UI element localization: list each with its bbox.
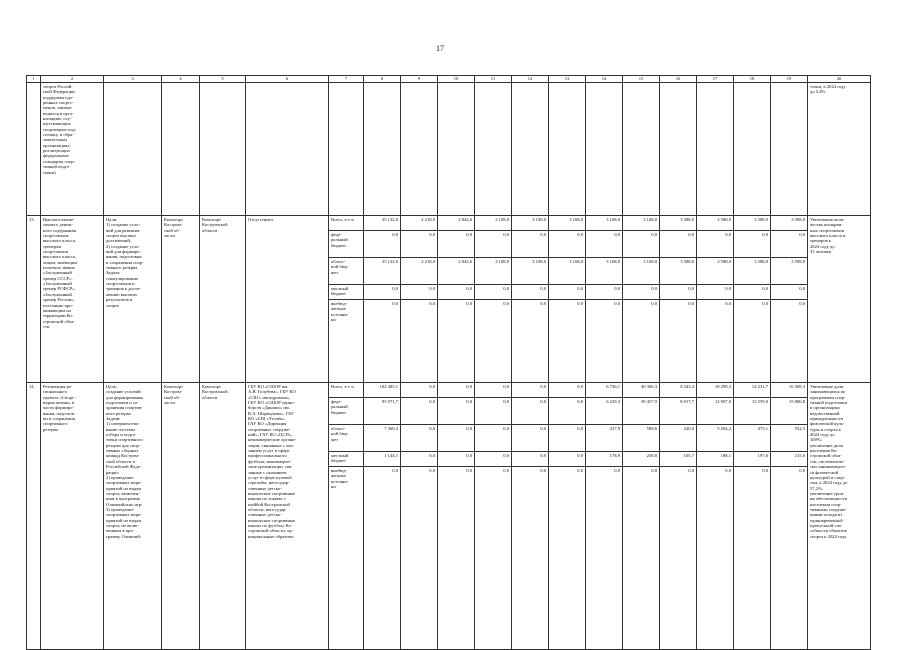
program-activities-table xyxy=(26,75,871,650)
funding-value: 0,0 xyxy=(771,231,808,258)
funding-value: 0,0 xyxy=(586,285,623,300)
funding-value: 0,0 xyxy=(364,285,401,300)
funding-value: 35 132,6 xyxy=(364,216,401,231)
funding-value: 0,0 xyxy=(771,300,808,383)
funding-value: 0,0 xyxy=(401,383,438,398)
funding-value: 6 736,1 xyxy=(586,383,623,398)
funding-value: 0,0 xyxy=(734,467,771,650)
column-number: 16 xyxy=(660,76,697,83)
column-number: 7 xyxy=(329,76,364,83)
participants: ГБУ КО «СШОР им. А.В. Голубева», ГБУ КО «СШ с ипподромом», ГБУ КО «СШОР едино- борств «Динамо» им. В.А. Шаршукова», ГБУ КО «СШ «Уголёк», ГАУ КО «Дирекция спортивных сооруже- ний», ГАУ КО «ЦСП», некоммерческие органи- зации, связанные с ока- занием услуг в сфере профессионального футбола; некоммерче- ские организации, свя- занные с оказанием услуг в сфере пулевой стрельбы; негосудар- ственные детско- юношеские спортивные школы по хоккею с шайбой Костромской области; негосудар- ственные детско- юношеские спортивные школы по футболу Ко- стромской области, му- ниципальные образова- xyxy=(246,383,329,650)
column-number: 2 xyxy=(41,76,104,83)
expected-result: Увеличение доли занимающихся по программам спор- тивной подготовки в организациях ведомственной принадлежности физической куль- туры и спорта к 2024 году до 100%; увеличение доли населения Ко- стромской обла- сти, систематиче- ски занимающего- ся физической культурой и спор- том, к 2024 году до 57,2%; увеличение уров- ня обеспеченности населения спор- тивными сооруже- ниями исходя из единовременной пропускной спо- собности объектов спорта к 2024 году xyxy=(808,383,871,650)
funding-value: 0,0 xyxy=(438,452,475,467)
funding-value: 8 343,4 xyxy=(660,383,697,398)
funding-value: 0,0 xyxy=(734,300,771,383)
row-number: 14. xyxy=(27,383,41,650)
funding-value: 3 168,0 xyxy=(623,216,660,231)
funding-value: 0,0 xyxy=(549,425,586,452)
funding-value: 0,0 xyxy=(586,467,623,650)
funding-value: 0,0 xyxy=(697,231,734,258)
funding-value: 0,0 xyxy=(475,383,512,398)
table-row xyxy=(27,83,871,216)
continued-activity-name: спорта Россий- ской Федерации, поддержка ода- ренных спортс- менов, занима- ющихся в орга- низациях, осу- ществляющих спортивную под- готовку, и обра- зовательных организациях, реализующих федеральные стандарты спор- тивной подго- товки) xyxy=(41,83,104,216)
funding-value: 3 108,0 xyxy=(512,216,549,231)
expected-result: Увеличение коли- чества поощрен- ных спортсменов высокого класса и тренеров к 2024 году до 33 человек xyxy=(808,216,871,383)
funding-value: 0,0 xyxy=(660,285,697,300)
funding-value: 0,0 xyxy=(697,285,734,300)
funding-value: 2 218,0 xyxy=(401,216,438,231)
funding-source-label: феде- ральный бюджет xyxy=(329,231,364,258)
funding-value: 3 588,0 xyxy=(660,258,697,285)
funding-value: 3 588,0 xyxy=(697,258,734,285)
funding-value: 0,0 xyxy=(401,398,438,425)
column-number: 12 xyxy=(512,76,549,83)
empty-cell xyxy=(401,83,438,216)
funding-value: 0,0 xyxy=(401,467,438,650)
funding-value: 0,0 xyxy=(660,231,697,258)
activity-goal: Цель: создание условий для формирования, подготовки и со- хранения спортив- ного резерва Задачи: 1) совершенство- вание системы отбора и подго- товки спортивного резерва для спор- тивных сборных команд Костром- ской области и Российской Феде- рации; 2) проведение спортивных меро- приятий по видам спорта, включен- ным в программу Олимпийских игр; 3) проведение спортивных меро- приятий по видам спорта, не вклю- ченным в про- грамму Олимпий- xyxy=(104,383,162,650)
empty-cell xyxy=(586,83,623,216)
funding-value: 0,0 xyxy=(771,467,808,650)
empty-cell xyxy=(475,83,512,216)
funding-value: 552,5 xyxy=(771,425,808,452)
funding-value: 0,0 xyxy=(475,285,512,300)
table-row xyxy=(27,383,871,398)
funding-value: 0,0 xyxy=(549,452,586,467)
empty-cell xyxy=(660,83,697,216)
funding-value: 327,9 xyxy=(586,425,623,452)
funding-value: 1 144,1 xyxy=(364,452,401,467)
funding-value: 3 168,0 xyxy=(549,258,586,285)
funding-value: 0,0 xyxy=(697,300,734,383)
funding-value: 0,0 xyxy=(401,425,438,452)
column-number: 13 xyxy=(549,76,586,83)
funding-value: 0,0 xyxy=(364,300,401,383)
funding-value: 0,0 xyxy=(623,467,660,650)
funding-value: 3 108,0 xyxy=(475,216,512,231)
funding-source-label: местный бюджет xyxy=(329,285,364,300)
funding-value: 3 588,0 xyxy=(734,216,771,231)
empty-cell xyxy=(549,83,586,216)
table-row xyxy=(27,216,871,231)
funding-value: 0,0 xyxy=(364,231,401,258)
funding-value: 12 907,0 xyxy=(697,398,734,425)
funding-value: 0,0 xyxy=(549,383,586,398)
funding-value: 3 588,0 xyxy=(771,258,808,285)
column-number: 8 xyxy=(364,76,401,83)
empty-cell xyxy=(27,83,41,216)
funding-value: 18 299,3 xyxy=(697,383,734,398)
column-number: 18 xyxy=(734,76,771,83)
funding-value: 0,0 xyxy=(549,398,586,425)
empty-cell xyxy=(697,83,734,216)
funding-value: 0,0 xyxy=(438,467,475,650)
funding-value: 0,0 xyxy=(771,285,808,300)
column-number: 6 xyxy=(246,76,329,83)
column-number: 20 xyxy=(808,76,871,83)
funding-value: 0,0 xyxy=(623,300,660,383)
funding-value: 0,0 xyxy=(623,285,660,300)
funding-value: 0,0 xyxy=(623,231,660,258)
co-executor: Комспорт Костромской области xyxy=(200,216,246,383)
funding-value: 0,0 xyxy=(401,285,438,300)
funding-value: 0,0 xyxy=(438,398,475,425)
activity-name: Выплата ежеме- сячного денеж- ного содержания спортсменам высокого класса, тренерам спортсменов высокого класса, лицам, имеющим почетное звание «Заслуженный тренер СССР», «Заслуженный тренер РСФСР», «Заслуженный тренер России», постоянно про- живающим на территории Ко- стромской обла- сти xyxy=(41,216,104,383)
empty-cell xyxy=(512,83,549,216)
funding-value: 3 168,0 xyxy=(586,216,623,231)
funding-value: 0,0 xyxy=(475,300,512,383)
funding-value: 3 588,0 xyxy=(734,258,771,285)
co-executor: Комспорт Костромской области xyxy=(200,383,246,650)
funding-value: 0,0 xyxy=(734,231,771,258)
activity-name: Реализация ре- гионального проекта «Спорт - норма жизни» в части формиро- вания, подготов- ки и сохранения спортивного резерва xyxy=(41,383,104,650)
funding-value: 0,0 xyxy=(401,300,438,383)
funding-value: 0,0 xyxy=(438,231,475,258)
responsible-executor: Комспорт Костром- ской об- ласти xyxy=(162,216,200,383)
funding-value: 0,0 xyxy=(734,285,771,300)
funding-value: 0,0 xyxy=(438,285,475,300)
funding-value: 8 017,7 xyxy=(660,398,697,425)
funding-source-label: внебюд- жетные источни- ки xyxy=(329,467,364,650)
funding-value: 3 588,0 xyxy=(697,216,734,231)
funding-source-label: феде- ральный бюджет xyxy=(329,398,364,425)
funding-value: 95 971,7 xyxy=(364,398,401,425)
funding-value: 178,9 xyxy=(586,452,623,467)
column-number: 11 xyxy=(475,76,512,83)
funding-value: 35 132,6 xyxy=(364,258,401,285)
funding-value: 6 229,3 xyxy=(586,398,623,425)
funding-value: 7 369,3 xyxy=(364,425,401,452)
funding-value: 3 108,0 xyxy=(512,258,549,285)
empty-cell xyxy=(104,83,162,216)
funding-value: 0,0 xyxy=(697,467,734,650)
funding-value: 39 457,9 xyxy=(623,398,660,425)
column-number: 1 xyxy=(27,76,41,83)
funding-value: 475,1 xyxy=(734,425,771,452)
funding-value: 15 800,8 xyxy=(771,398,808,425)
empty-cell xyxy=(329,83,364,216)
empty-cell xyxy=(200,83,246,216)
funding-value: 3 588,0 xyxy=(660,216,697,231)
funding-value: 3 168,0 xyxy=(549,216,586,231)
funding-source-label: внебюд- жетные источни- ки xyxy=(329,300,364,383)
funding-value: 14 231,7 xyxy=(734,383,771,398)
page-number: 17 xyxy=(436,44,444,53)
funding-value: 0,0 xyxy=(512,383,549,398)
funding-value: 2 842,6 xyxy=(438,258,475,285)
row-number: 13. xyxy=(27,216,41,383)
funding-value: 589,6 xyxy=(623,425,660,452)
empty-cell xyxy=(734,83,771,216)
funding-source-label: Всего, в т.ч.: xyxy=(329,383,364,398)
column-number-row xyxy=(27,76,871,83)
funding-value: 258,8 xyxy=(623,452,660,467)
funding-source-label: Всего, в т.ч.: xyxy=(329,216,364,231)
funding-value: 0,0 xyxy=(438,425,475,452)
funding-value: 0,0 xyxy=(586,300,623,383)
funding-source-label: местный бюджет xyxy=(329,452,364,467)
funding-value: 0,0 xyxy=(475,452,512,467)
funding-value: 0,0 xyxy=(438,383,475,398)
continued-result: точки, в 2024 году до 5,4% xyxy=(808,83,871,216)
funding-value: 2 218,0 xyxy=(401,258,438,285)
funding-value: 0,0 xyxy=(475,231,512,258)
column-number: 19 xyxy=(771,76,808,83)
funding-value: 0,0 xyxy=(660,300,697,383)
empty-cell xyxy=(364,83,401,216)
funding-value: 0,0 xyxy=(549,231,586,258)
column-number: 3 xyxy=(104,76,162,83)
funding-source-label: област- ной бюд- жет xyxy=(329,258,364,285)
column-number: 17 xyxy=(697,76,734,83)
funding-value: 0,0 xyxy=(512,452,549,467)
column-number: 15 xyxy=(623,76,660,83)
funding-value: 0,0 xyxy=(364,467,401,650)
funding-value: 0,0 xyxy=(512,285,549,300)
funding-value: 0,0 xyxy=(512,300,549,383)
funding-value: 0,0 xyxy=(438,300,475,383)
funding-value: 3 168,0 xyxy=(586,258,623,285)
funding-value: 0,0 xyxy=(475,398,512,425)
funding-value: 3 108,0 xyxy=(475,258,512,285)
funding-value: 0,0 xyxy=(549,285,586,300)
funding-value: 2 842,6 xyxy=(438,216,475,231)
column-number: 14 xyxy=(586,76,623,83)
empty-cell xyxy=(246,83,329,216)
funding-value: 0,0 xyxy=(549,300,586,383)
funding-value: 0,0 xyxy=(512,467,549,650)
funding-value: 0,0 xyxy=(586,231,623,258)
funding-value: 0,0 xyxy=(660,467,697,650)
activity-goal: Цели: 1) создание усло- вий для развития спорта высших достижений; 2) создание усло- вий для формиро- вания, подготовки и сохранения спор- тивного резерва Задача: стимулирование спортсменов и тренеров к дости- жению высоких результатов в спорте xyxy=(104,216,162,383)
funding-value: 0,0 xyxy=(512,231,549,258)
funding-value: 40 306,3 xyxy=(623,383,660,398)
empty-cell xyxy=(438,83,475,216)
empty-cell xyxy=(771,83,808,216)
funding-source-label: област- ной бюд- жет xyxy=(329,425,364,452)
funding-value: 105,7 xyxy=(660,452,697,467)
participants: Отсутствуют xyxy=(246,216,329,383)
funding-value: 3 168,0 xyxy=(623,258,660,285)
funding-value: 0,0 xyxy=(512,398,549,425)
funding-value: 16 568,3 xyxy=(771,383,808,398)
column-number: 5 xyxy=(200,76,246,83)
funding-value: 5 204,2 xyxy=(697,425,734,452)
column-number: 4 xyxy=(162,76,200,83)
column-number: 9 xyxy=(401,76,438,83)
responsible-executor: Комспорт Костром- ской об- ласти xyxy=(162,383,200,650)
empty-cell xyxy=(162,83,200,216)
funding-value: 3 588,0 xyxy=(771,216,808,231)
funding-value: 13 559,0 xyxy=(734,398,771,425)
funding-value: 197,6 xyxy=(734,452,771,467)
funding-value: 0,0 xyxy=(401,231,438,258)
funding-value: 220,0 xyxy=(660,425,697,452)
funding-value: 188,1 xyxy=(697,452,734,467)
funding-value: 0,0 xyxy=(512,425,549,452)
funding-value: 215,0 xyxy=(771,452,808,467)
funding-value: 0,0 xyxy=(401,452,438,467)
column-number: 10 xyxy=(438,76,475,83)
funding-value: 104 485,1 xyxy=(364,383,401,398)
funding-value: 0,0 xyxy=(475,425,512,452)
funding-value: 0,0 xyxy=(549,467,586,650)
empty-cell xyxy=(623,83,660,216)
funding-value: 0,0 xyxy=(475,467,512,650)
